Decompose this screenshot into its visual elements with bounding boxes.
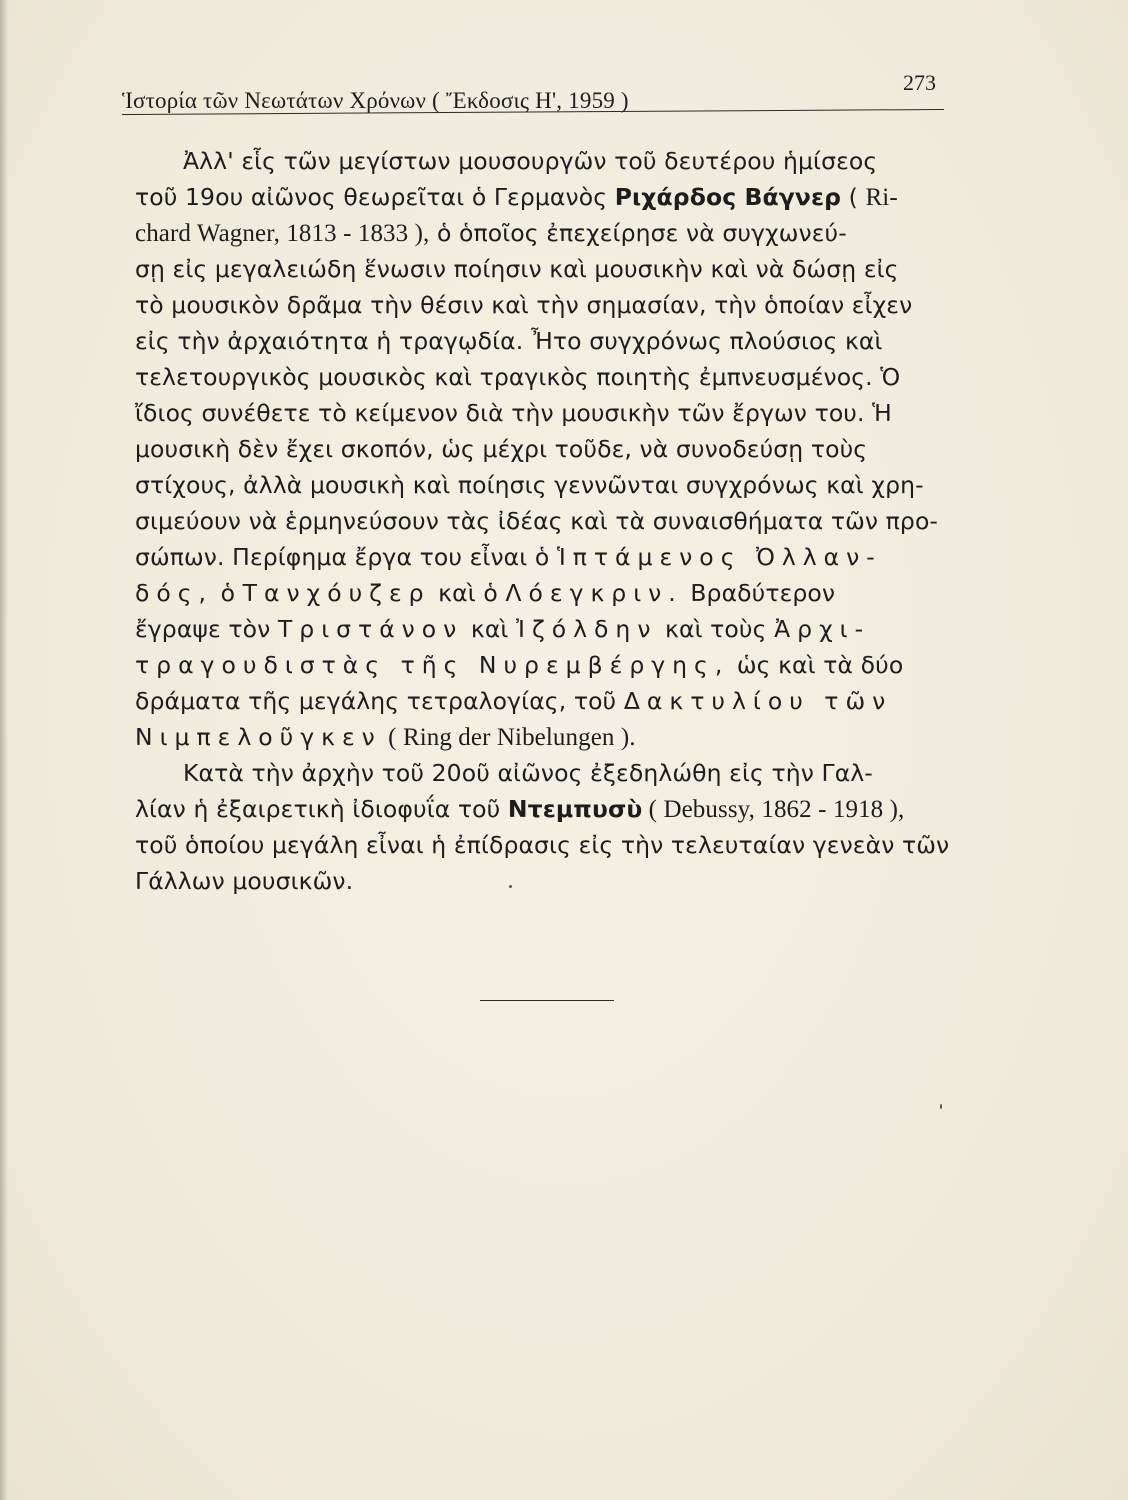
text-run: τοῦ ὁποίου μεγάλη εἶναι ἡ ἐπίδρασις εἰς τὴν τελευταίαν γενεὰν τῶν — [135, 831, 950, 859]
text-run: Γάλλων μουσικῶν. — [135, 867, 354, 895]
text-run: ἔγραψε τὸν — [135, 615, 278, 643]
text-line — [135, 827, 950, 863]
spaced-title: δός, — [135, 579, 214, 607]
page-number: 273 — [903, 70, 936, 95]
paragraph-debussy — [135, 755, 950, 899]
text-line — [135, 359, 940, 395]
text-line — [135, 287, 940, 323]
text-line — [135, 647, 940, 683]
spaced-title: Τριστάνον — [277, 615, 464, 643]
bold-name: Ντεμπυσὺ — [507, 795, 643, 823]
text-run: σιμεύουν νὰ ἑρμηνεύσουν τὰς ἰδέας καὶ τὰ συναισθήματα τῶν προ- — [135, 507, 938, 535]
text-run: καὶ τοὺς — [657, 615, 775, 643]
spaced-title: Ἰζόλδην — [516, 615, 658, 643]
text-run: τοῦ 19ου αἰῶνος θεωρεῖται ὁ Γερμανὸς — [135, 183, 615, 211]
paper-speck — [509, 885, 512, 888]
text-line — [135, 215, 940, 251]
text-line — [135, 863, 940, 899]
paper-speck — [940, 1104, 942, 1109]
text-run: σῃ εἰς μεγαλειώδη ἕνωσιν ποίησιν καὶ μουσικὴν καὶ νὰ δώσῃ εἰς — [135, 255, 899, 283]
text-line — [135, 251, 940, 287]
spaced-title: Ἱπτάμενος Ὀλλαν- — [556, 543, 882, 571]
text-run: ὁ ὁποῖος ἐπεχείρησε νὰ συγχωνεύ- — [429, 219, 847, 247]
text-line — [135, 683, 940, 719]
text-line — [135, 143, 940, 179]
spaced-title: Τανχόυζερ — [242, 579, 431, 607]
text-run: ἴδιος συνέθετε τὸ κείμενον διὰ τὴν μουσικὴν τῶν ἔργων του. Ἡ — [135, 399, 892, 427]
text-run: σώπων. Περίφημα ἔργα του εἶναι ὁ — [135, 543, 557, 571]
spaced-title: Λόεγκριν. — [505, 579, 683, 607]
section-end-rule — [480, 1000, 614, 1001]
text-line — [135, 179, 940, 215]
text-run: Βραδύτερον — [682, 579, 836, 607]
text-run: στίχους, ἀλλὰ μουσικὴ καὶ ποίησις γεννῶνται συγχρόνως καὶ χρη- — [135, 471, 924, 499]
text-line — [135, 755, 940, 791]
text-run: τὸ μουσικὸν δρᾶμα τὴν θέσιν καὶ τὴν σημασίαν, τὴν ὁποίαν εἶχεν — [135, 291, 913, 319]
text-run: ὡς καὶ τὰ δύο — [729, 651, 904, 679]
text-run: ( — [841, 183, 866, 211]
text-line — [135, 467, 940, 503]
text-run: καὶ ὁ — [430, 579, 506, 607]
text-run: ( Debussy, 1862 - 1918 ), — [642, 796, 905, 823]
running-header-title: Ἱστορία τῶν Νεωτάτων Χρόνων ( Ἔκδοσις Η', 1959 ) — [122, 88, 629, 113]
spaced-title: τραγουδιστὰς τῆς Νυρεμβέργης, — [135, 651, 730, 679]
text-line — [135, 575, 940, 611]
text-run: chard Wagner, 1813 - 1833 ), — [135, 220, 430, 247]
text-run: τελετουργικὸς μουσικὸς καὶ τραγικὸς ποιητὴς ἐμπνευσμένος. Ὁ — [135, 363, 901, 391]
text-run: ( Ring der Nibelungen ). — [381, 724, 636, 751]
text-run: μουσικὴ δὲν ἔχει σκοπόν, ὡς μέχρι τοῦδε, νὰ συνοδεύσῃ τοὺς — [135, 435, 868, 463]
text-run: Ἀλλ' εἷς τῶν μεγίστων μουσουργῶν τοῦ δευτέρου ἡμίσεος — [183, 147, 878, 175]
text-run: Ri- — [865, 184, 898, 211]
text-line — [135, 323, 940, 359]
text-run: εἰς τὴν ἀρχαιότητα ἡ τραγῳδία. Ἦτο συγχρόνως πλούσιος καὶ — [135, 327, 883, 355]
spaced-title: Δακτυλίου τῶν — [623, 687, 893, 715]
page-binding-shadow — [0, 0, 8, 1500]
spaced-title: Νιμπελοῦγκεν — [135, 723, 382, 751]
text-line — [135, 791, 940, 827]
body-text — [135, 143, 950, 899]
text-line — [135, 503, 940, 539]
text-run: δράματα τῆς μεγάλης τετραλογίας, τοῦ — [135, 687, 624, 715]
running-header — [122, 70, 942, 113]
spaced-title: Ἀρχι- — [774, 615, 871, 643]
text-line — [135, 395, 940, 431]
text-line — [135, 611, 940, 647]
paragraph-wagner — [135, 143, 940, 755]
text-run: καὶ — [463, 615, 517, 643]
text-run: λίαν ἡ ἐξαιρετικὴ ἰδιοφυΐα τοῦ — [135, 795, 508, 823]
text-line — [135, 719, 940, 755]
text-run: ὁ — [213, 579, 243, 607]
text-run: Κατὰ τὴν ἀρχὴν τοῦ 20οῦ αἰῶνος ἐξεδηλώθη εἰς τὴν Γαλ- — [183, 759, 873, 787]
text-line — [135, 431, 940, 467]
text-line — [135, 539, 940, 575]
bold-name: Ριχάρδος Βάγνερ — [614, 183, 842, 211]
